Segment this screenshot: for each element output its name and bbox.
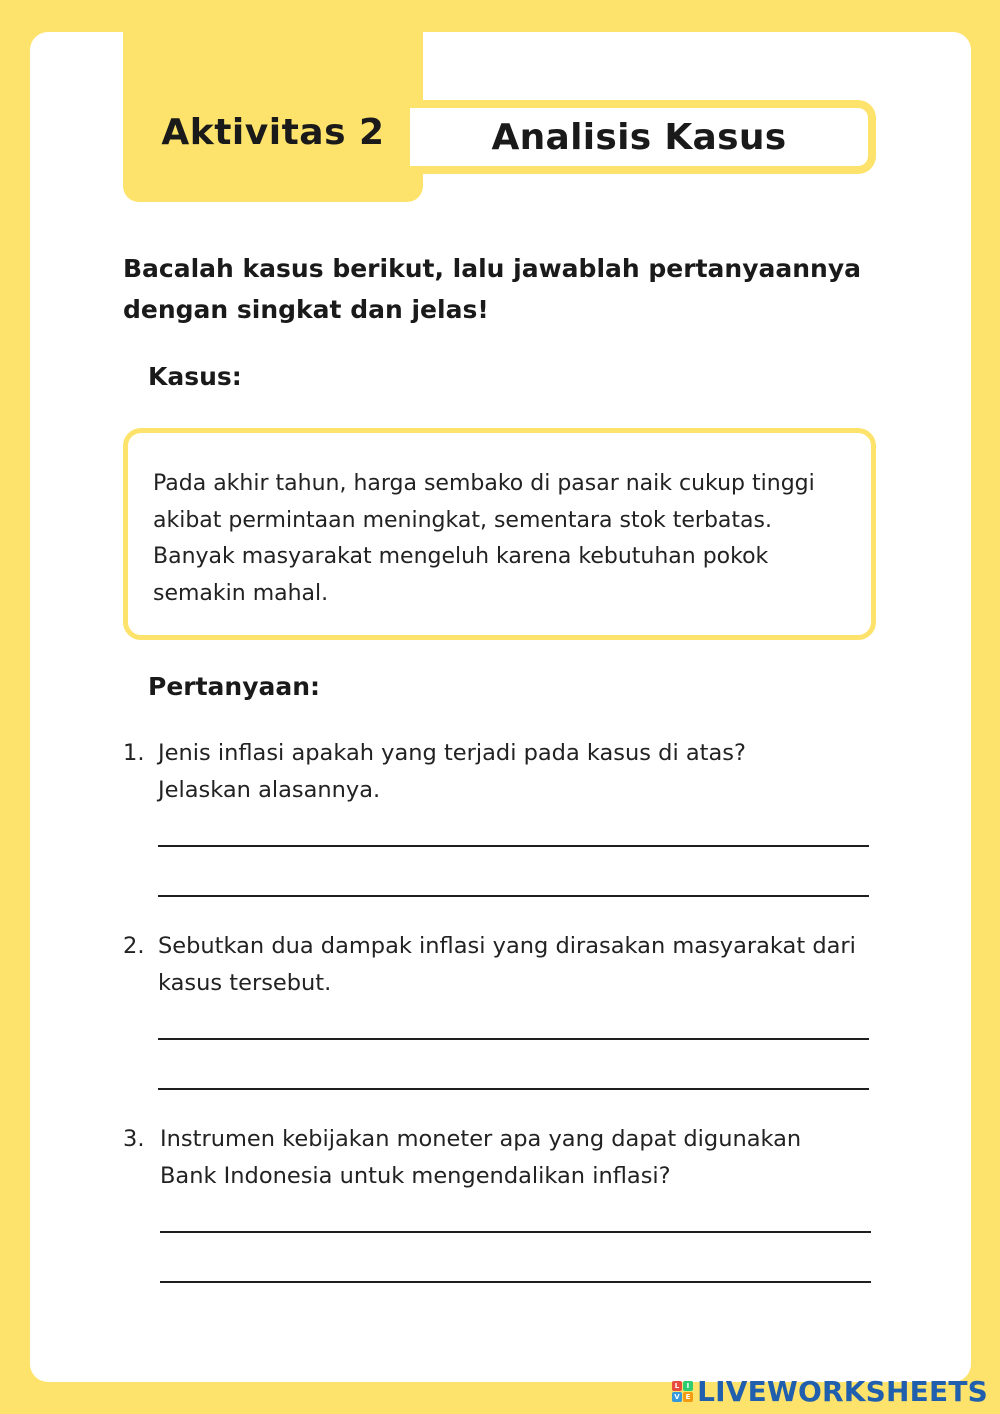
answer-line-3b[interactable]	[160, 1281, 871, 1283]
question-1	[123, 735, 883, 809]
answer-line-2a[interactable]	[158, 1038, 869, 1040]
question-text: Jenis inflasi apakah yang terjadi pada kasus di atas? Jelaskan alasannya.	[158, 740, 746, 803]
question-number: 1.	[123, 740, 145, 766]
page-title: Analisis Kasus	[491, 116, 787, 158]
title-box	[410, 100, 876, 174]
question-text: Instrumen kebijakan moneter apa yang dapat digunakan Bank Indonesia untuk mengendalikan inflasi?	[160, 1126, 802, 1189]
activity-tab	[123, 32, 423, 202]
answer-line-3a[interactable]	[160, 1231, 871, 1233]
logo-tile: I	[683, 1381, 693, 1391]
liveworksheets-icon	[672, 1381, 693, 1402]
case-label: Kasus:	[148, 362, 242, 391]
answer-line-1b[interactable]	[158, 895, 869, 897]
case-box	[123, 428, 876, 640]
question-number: 2.	[123, 933, 145, 959]
question-text: Sebutkan dua dampak inflasi yang dirasakan masyarakat dari kasus tersebut.	[158, 933, 856, 996]
logo-tile: E	[683, 1392, 693, 1402]
case-text: Pada akhir tahun, harga sembako di pasar naik cukup tinggi akibat permintaan meningkat, sementara stok terbatas. Banyak masyarakat mengeluh karena kebutuhan pokok semakin mahal.	[153, 471, 815, 606]
liveworksheets-logo[interactable]	[672, 1375, 988, 1408]
questions-label: Pertanyaan:	[148, 672, 321, 701]
question-2	[123, 928, 883, 1002]
logo-tile: V	[672, 1392, 682, 1402]
brand-name: LIVEWORKSHEETS	[697, 1375, 988, 1408]
instruction-text: Bacalah kasus berikut, lalu jawablah pertanyaannya dengan singkat dan jelas!	[123, 254, 861, 324]
answer-line-2b[interactable]	[158, 1088, 869, 1090]
question-3	[123, 1121, 883, 1195]
answer-line-1a[interactable]	[158, 845, 869, 847]
activity-label: Aktivitas 2	[161, 112, 385, 153]
question-number: 3.	[123, 1126, 145, 1152]
logo-tile: L	[672, 1381, 682, 1391]
